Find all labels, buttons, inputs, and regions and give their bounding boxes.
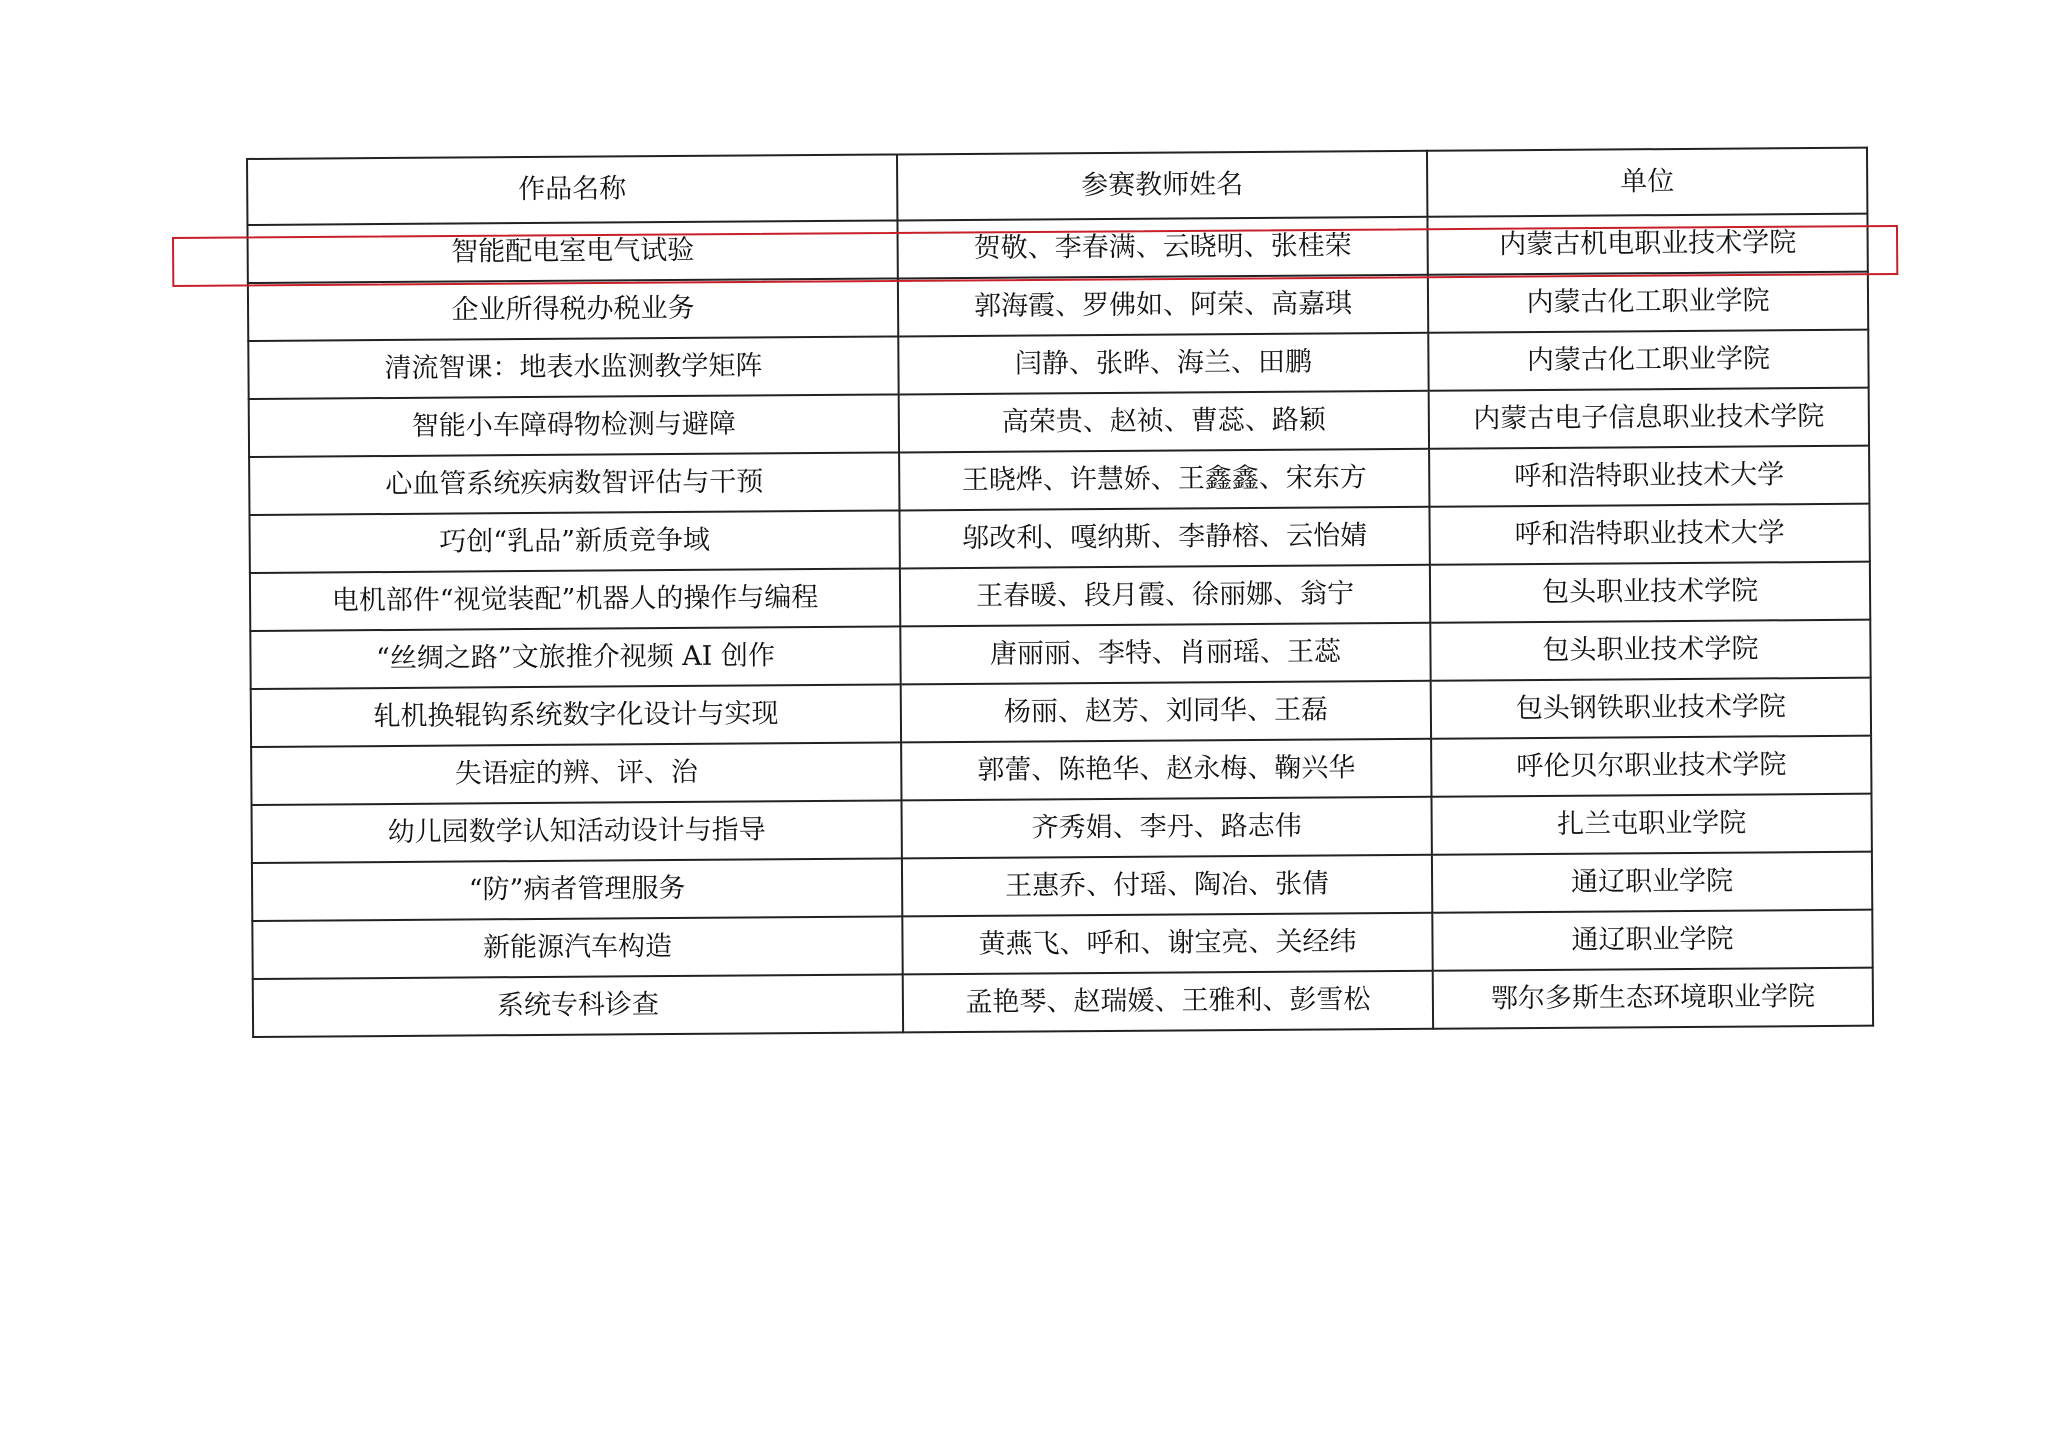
cell-work-name: 智能配电室电气试验	[247, 220, 897, 283]
cell-teacher-names: 郭蕾、陈艳华、赵永梅、鞠兴华	[901, 739, 1431, 801]
cell-work-name: 智能小车障碍物检测与避障	[249, 394, 899, 457]
cell-teacher-names: 齐秀娟、李丹、路志伟	[902, 797, 1432, 859]
cell-unit: 通辽职业学院	[1432, 852, 1872, 913]
cell-teacher-names: 高荣贵、赵祯、曹蕊、路颖	[899, 391, 1429, 453]
cell-work-name: 清流智课：地表水监测教学矩阵	[248, 336, 898, 399]
cell-teacher-names: 闫静、张晔、海兰、田鹏	[898, 333, 1428, 395]
cell-unit: 包头职业技术学院	[1430, 620, 1870, 681]
cell-work-name: 幼儿园数学认知活动设计与指导	[252, 800, 902, 863]
cell-unit: 呼和浩特职业技术大学	[1429, 446, 1869, 507]
header-unit: 单位	[1427, 148, 1867, 217]
cell-work-name: “丝绸之路”文旅推介视频 AI 创作	[250, 626, 900, 689]
cell-work-name: 新能源汽车构造	[252, 916, 902, 979]
cell-unit: 扎兰屯职业学院	[1431, 794, 1871, 855]
cell-unit: 内蒙古化工职业学院	[1428, 330, 1868, 391]
cell-work-name: 系统专科诊查	[253, 974, 903, 1037]
cell-work-name: 心血管系统疾病数智评估与干预	[249, 452, 899, 515]
cell-unit: 包头职业技术学院	[1430, 562, 1870, 623]
cell-unit: 内蒙古电子信息职业技术学院	[1429, 388, 1869, 449]
cell-teacher-names: 杨丽、赵芳、刘同华、王磊	[901, 681, 1431, 743]
header-teacher-names: 参赛教师姓名	[897, 151, 1427, 221]
table-row	[253, 968, 1873, 1037]
table-header-row	[247, 148, 1867, 225]
cell-work-name: 企业所得税办税业务	[248, 278, 898, 341]
cell-teacher-names: 王晓烨、许慧娇、王鑫鑫、宋东方	[899, 449, 1429, 511]
cell-teacher-names: 唐丽丽、李特、肖丽瑶、王蕊	[900, 623, 1430, 685]
cell-teacher-names: 孟艳琴、赵瑞媛、王雅利、彭雪松	[903, 971, 1433, 1033]
cell-work-name: 电机部件“视觉装配”机器人的操作与编程	[250, 568, 900, 631]
cell-unit: 呼和浩特职业技术大学	[1429, 504, 1869, 565]
cell-unit: 内蒙古化工职业学院	[1428, 272, 1868, 333]
cell-teacher-names: 郭海霞、罗佛如、阿荣、高嘉琪	[898, 275, 1428, 337]
cell-unit: 内蒙古机电职业技术学院	[1427, 214, 1867, 275]
cell-unit: 包头钢铁职业技术学院	[1431, 678, 1871, 739]
cell-work-name: 轧机换辊钩系统数字化设计与实现	[251, 684, 901, 747]
cell-teacher-names: 邬改利、嘎纳斯、李静榕、云怡婧	[899, 507, 1429, 569]
cell-teacher-names: 王春暖、段月霞、徐丽娜、翁宁	[900, 565, 1430, 627]
cell-unit: 鄂尔多斯生态环境职业学院	[1433, 968, 1873, 1029]
header-work-name: 作品名称	[247, 154, 897, 225]
cell-work-name: 巧创“乳品”新质竞争域	[249, 510, 899, 573]
cell-work-name: “防”病者管理服务	[252, 858, 902, 921]
cell-teacher-names: 王惠乔、付瑶、陶冶、张倩	[902, 855, 1432, 917]
cell-work-name: 失语症的辨、评、治	[251, 742, 901, 805]
cell-unit: 通辽职业学院	[1432, 910, 1872, 971]
cell-teacher-names: 黄燕飞、呼和、谢宝亮、关经纬	[902, 913, 1432, 975]
cell-unit: 呼伦贝尔职业技术学院	[1431, 736, 1871, 797]
cell-teacher-names: 贺敬、李春满、云晓明、张桂荣	[897, 217, 1427, 279]
